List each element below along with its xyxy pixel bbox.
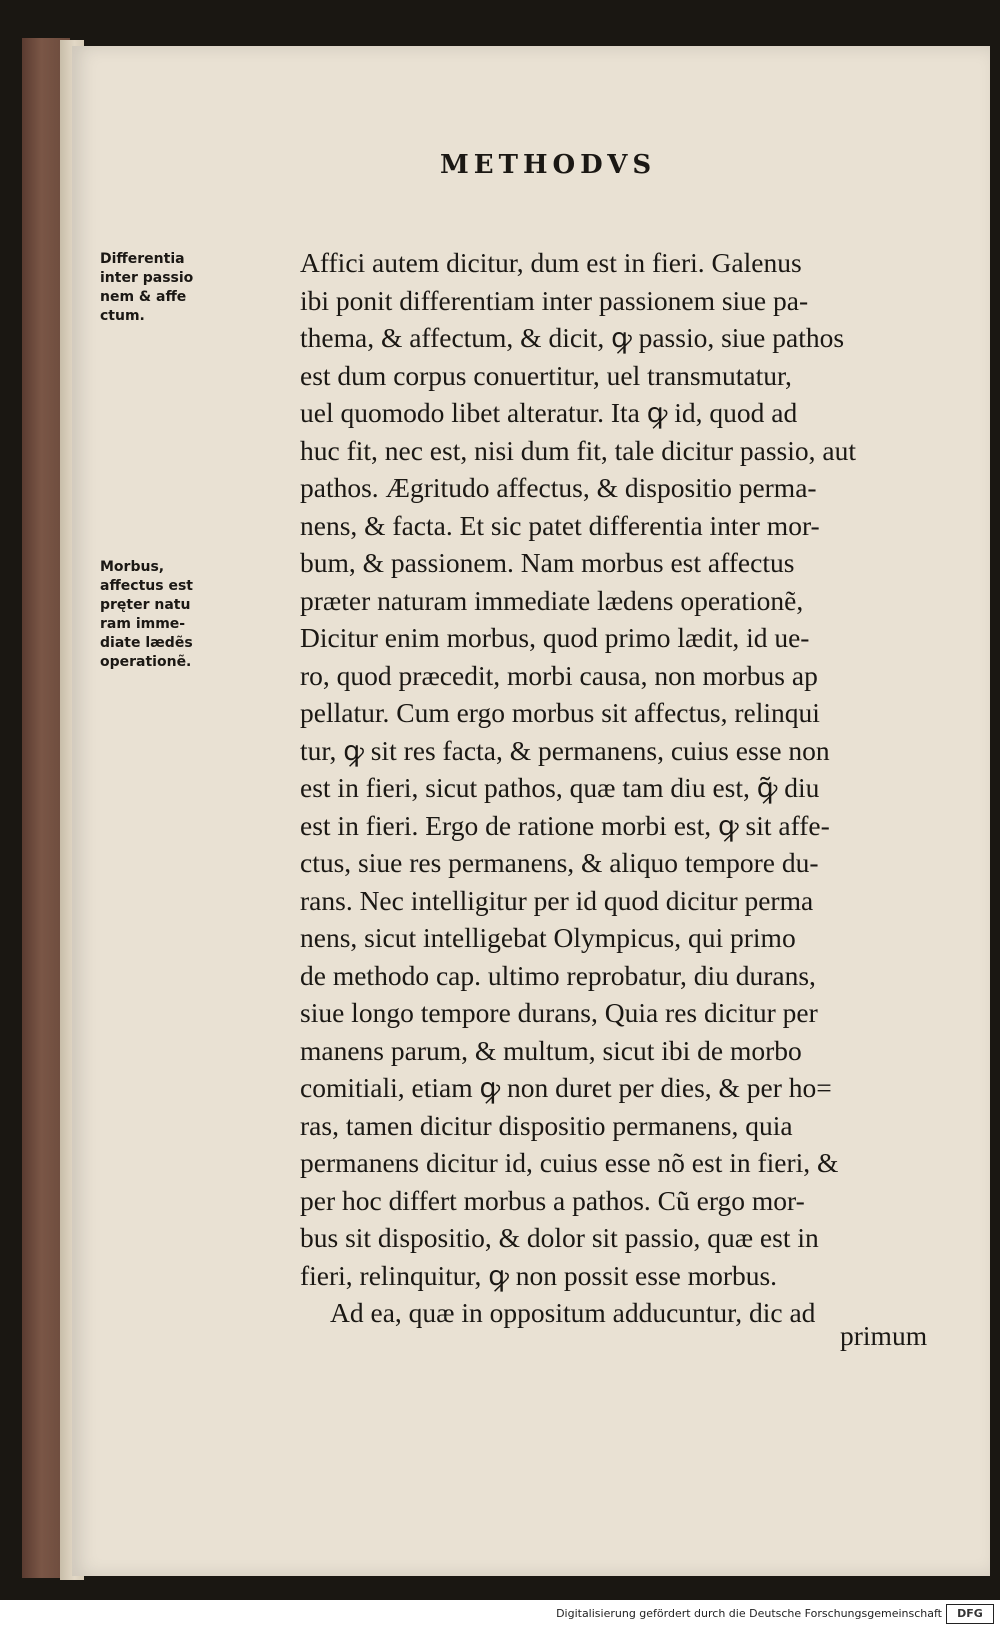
text-line: fieri, relinquitur, ꝙ non possit esse morbus.	[300, 1259, 778, 1291]
text-line: ibi ponit differentiam inter passionem siue pa-	[300, 284, 809, 316]
text-line: ctus, siue res permanens, & aliquo tempore du-	[300, 847, 819, 878]
text-line: manens parum, & multum, sicut ibi de morbo	[300, 1034, 802, 1066]
text-line: ras, tamen dicitur dispositio permanens, quia	[300, 1109, 793, 1141]
text-line: permanens dicitur id, cuius esse nõ est in fieri, &	[300, 1147, 839, 1178]
text-line: nens, & facta. Et sic patet differentia inter mor-	[300, 509, 820, 541]
catchword: primum	[840, 1320, 928, 1351]
text-line: tur, ꝙ sit res facta, & permanens, cuius esse non	[300, 734, 830, 766]
text-line: siue longo tempore durans, Quia res dicitur per	[300, 997, 818, 1028]
text-line: rans. Nec intelligitur per id quod dicitur perma	[300, 884, 814, 916]
text-line: præter naturam immediate lædens operationẽ,	[300, 584, 804, 616]
text-line: ro, quod præcedit, morbi causa, non morbus ap	[300, 659, 818, 691]
text-line: uel quomodo libet alteratur. Ita ꝙ id, quod ad	[300, 397, 798, 428]
text-line: est in fieri. Ergo de ratione morbi est, ꝙ sit affe-	[300, 809, 830, 841]
text-line: nens, sicut intelligebat Olympicus, qui primo	[300, 922, 796, 953]
body-text	[300, 244, 970, 1332]
dfg-logo: DFG	[946, 1604, 994, 1624]
text-line: est dum corpus conuertitur, uel transmutatur,	[300, 359, 792, 391]
text-line: de methodo cap. ultimo reprobatur, diu durans,	[300, 959, 816, 991]
text-line: huc fit, nec est, nisi dum fit, tale dicitur passio, aut	[300, 434, 856, 466]
text-line: bus sit dispositio, & dolor sit passio, quæ est in	[300, 1222, 819, 1253]
text-line: est in fieri, sicut pathos, quæ tam diu est, ꝙ̃ diu	[300, 772, 820, 803]
text-line: thema, & affectum, & dicit, ꝙ passio, siue pathos	[300, 322, 845, 353]
marginal-note-morbus: Morbus, affectus est pręter natu ram imme- diate lædẽs operationẽ.	[100, 559, 193, 670]
text-line: per hoc differt morbus a pathos. Cũ ergo mor-	[300, 1184, 805, 1216]
marginal-note-differentia: Differentia inter passio nem & affe ctum.	[100, 251, 194, 324]
text-line: pathos. Ægritudo affectus, & dispositio perma-	[300, 472, 817, 503]
text-line: pellatur. Cum ergo morbus sit affectus, relinqui	[300, 697, 820, 728]
text-line: Affici autem dicitur, dum est in fieri. Galenus	[300, 247, 802, 278]
digitization-credit: Digitalisierung gefördert durch die Deutsche Forschungsgemeinschaft	[556, 1607, 942, 1620]
text-line: bum, & passionem. Nam morbus est affectus	[300, 547, 795, 578]
text-line: Ad ea, quæ in oppositum adducuntur, dic ad	[330, 1297, 816, 1328]
running-head: METHODVS	[440, 150, 657, 180]
text-line: comitiali, etiam ꝙ non duret per dies, & per ho=	[300, 1072, 832, 1103]
text-line: Dicitur enim morbus, quod primo lædit, id ue-	[300, 622, 810, 653]
